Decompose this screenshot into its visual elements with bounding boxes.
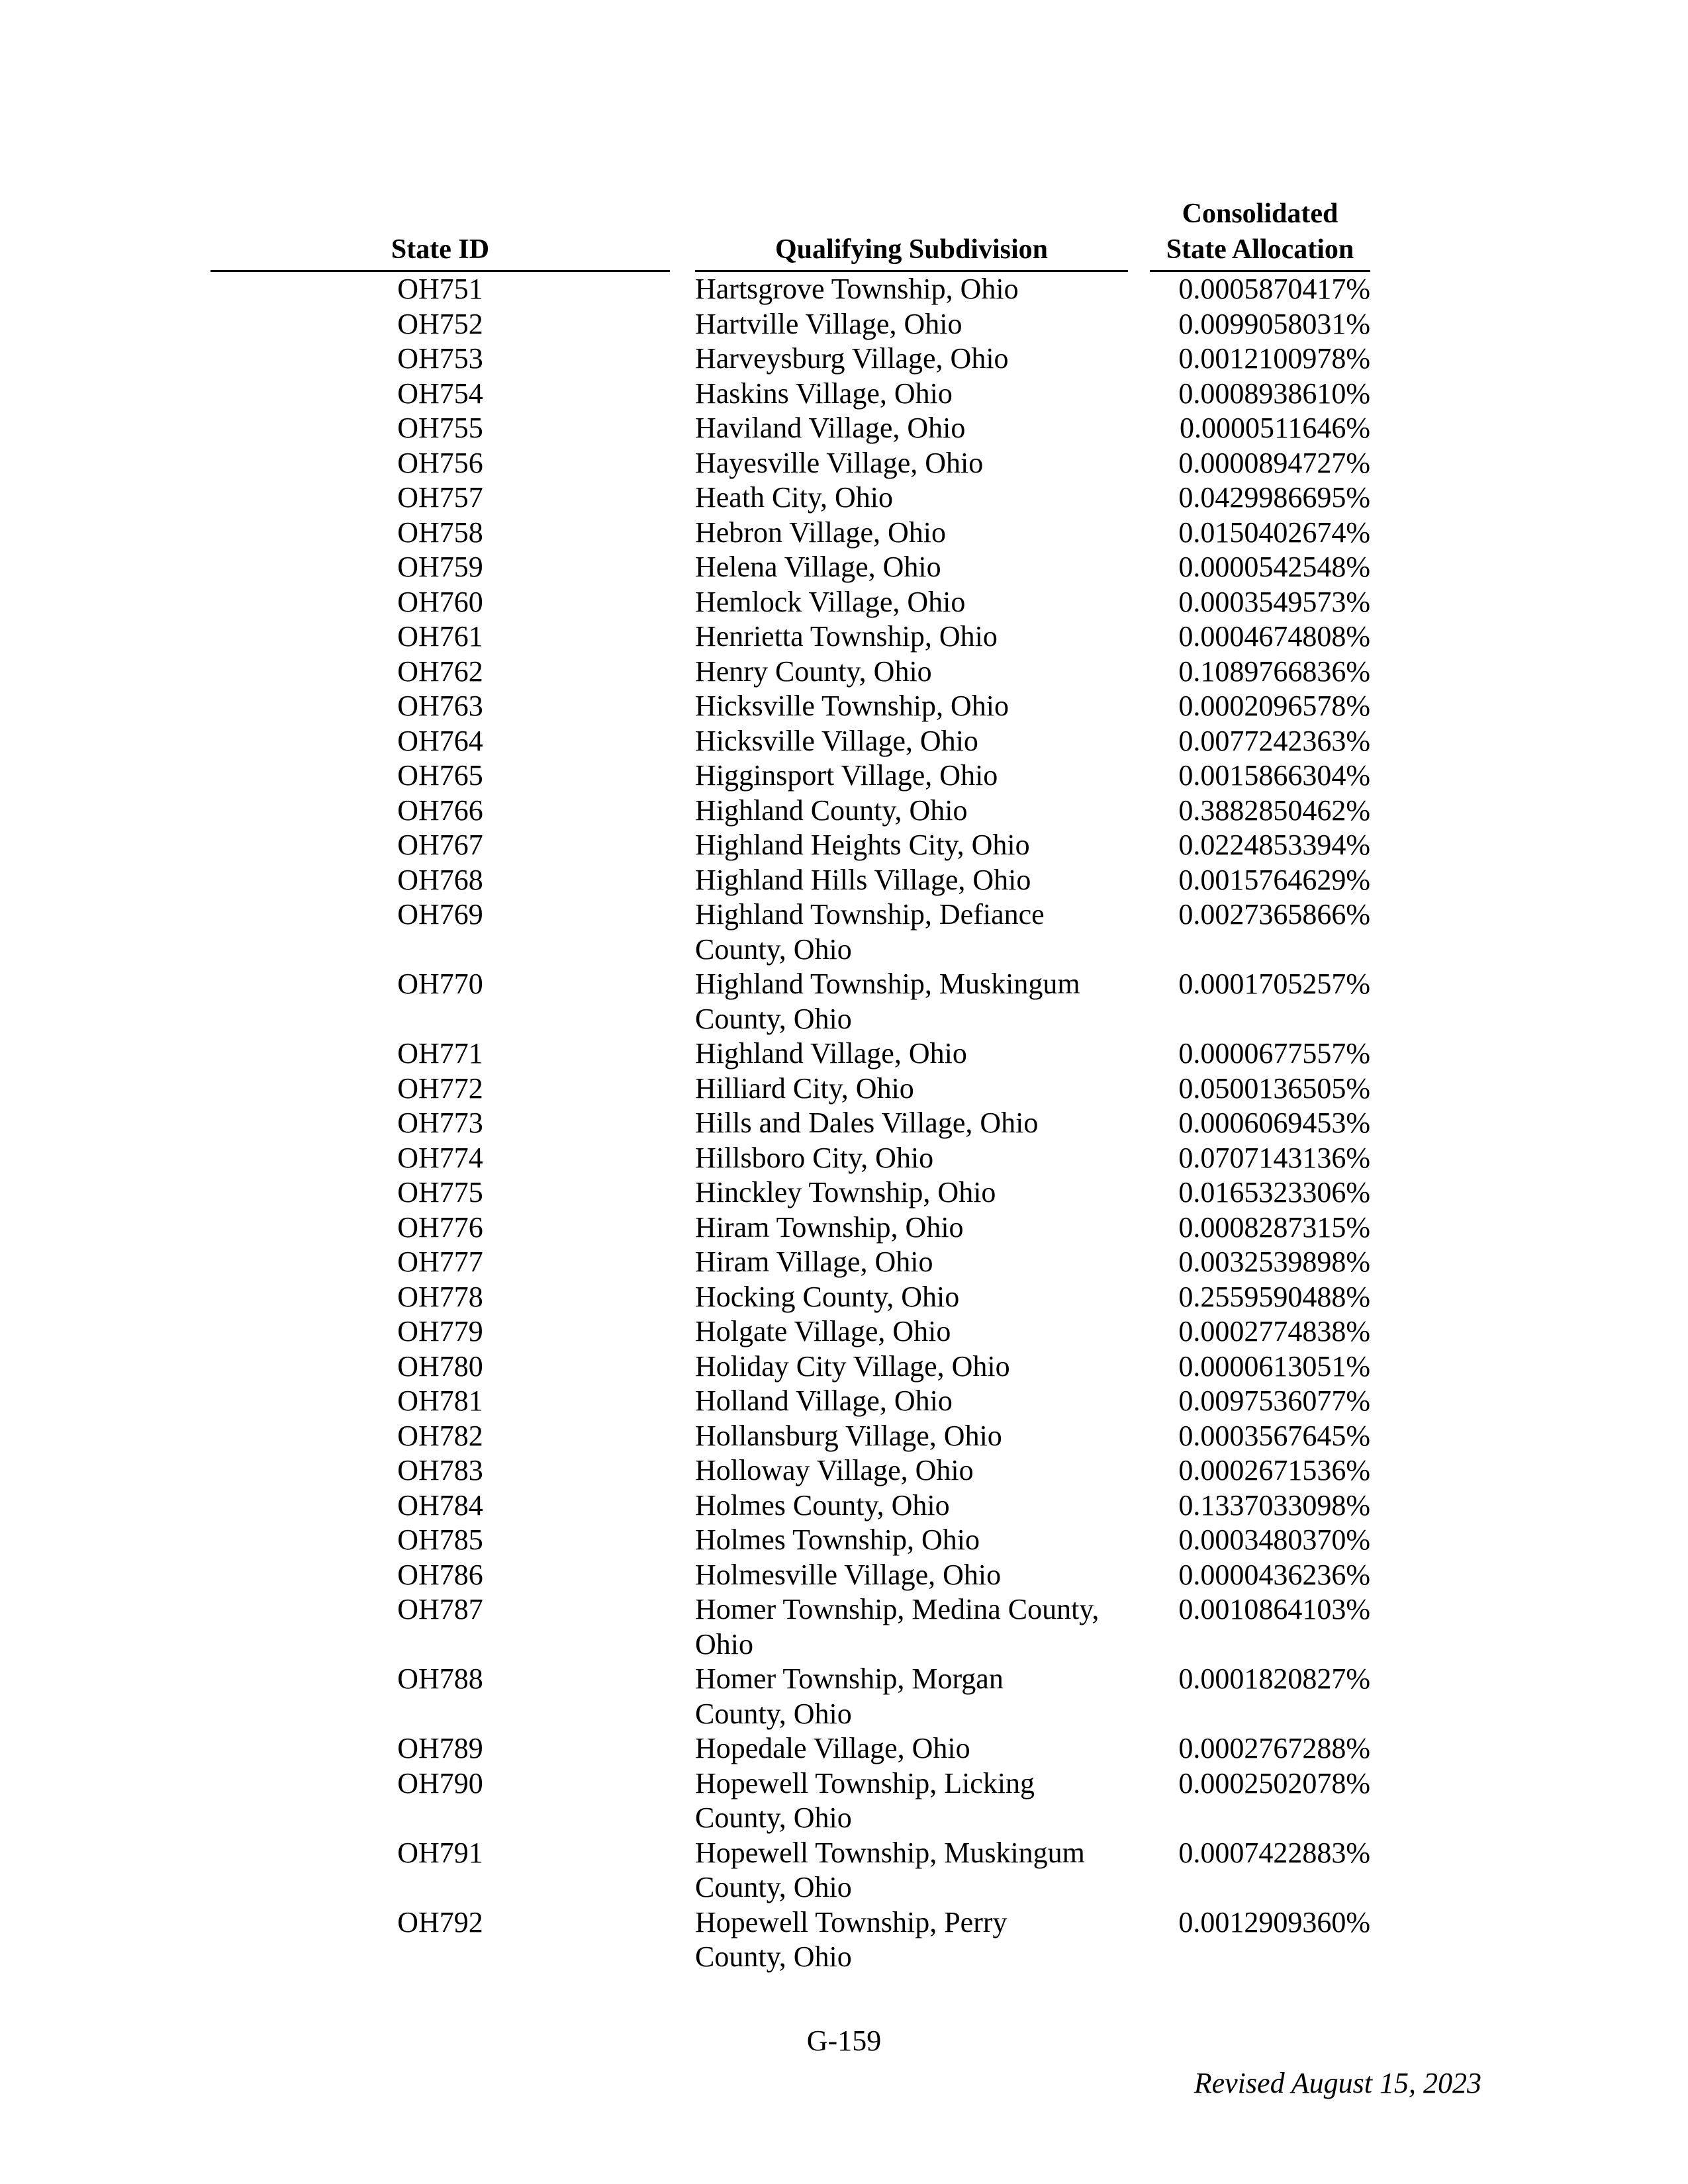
table-row <box>0 1905 1688 1975</box>
table-row <box>0 1731 1688 1766</box>
state-id-cell: OH778 <box>397 1280 483 1313</box>
allocation-cell: 0.0006069453% <box>1178 1107 1370 1139</box>
subdivision-cell: Hicksville Village, Ohio <box>695 724 978 757</box>
subdivision-cell: Henry County, Ohio <box>695 655 932 688</box>
subdivision-cell: Heath City, Ohio <box>695 481 893 514</box>
subdivision-cell: Holiday City Village, Ohio <box>695 1349 1010 1383</box>
subdivision-cell: Homer Township, Medina County, Ohio <box>695 1593 1100 1661</box>
subdivision-cell: Hartville Village, Ohio <box>695 307 962 340</box>
allocation-cell: 0.0097536077% <box>1178 1385 1370 1417</box>
subdivision-cell: Hayesville Village, Ohio <box>695 446 984 479</box>
state-id-cell: OH785 <box>397 1524 483 1556</box>
state-id-cell: OH782 <box>397 1419 483 1452</box>
state-id-cell: OH755 <box>397 412 483 444</box>
subdivision-cell: Holmes Township, Ohio <box>695 1524 980 1556</box>
table-row <box>0 411 1688 446</box>
state-id-cell: OH787 <box>397 1593 483 1625</box>
state-id-cell: OH765 <box>397 759 483 792</box>
subdivision-cell: Hemlock Village, Ohio <box>695 585 966 618</box>
subdivision-cell: Haskins Village, Ohio <box>695 377 953 410</box>
subdivision-cell: Harveysburg Village, Ohio <box>695 342 1009 375</box>
allocation-cell: 0.0224853394% <box>1178 829 1370 861</box>
state-id-cell: OH790 <box>397 1766 483 1799</box>
state-id-cell: OH754 <box>397 377 483 410</box>
table-row <box>0 480 1688 516</box>
table-row <box>0 724 1688 759</box>
allocation-cell: 0.0001705257% <box>1178 968 1370 1000</box>
header-state-id: State ID <box>211 232 670 272</box>
allocation-cell: 0.0008287315% <box>1178 1210 1370 1244</box>
subdivision-cell: Highland Hills Village, Ohio <box>695 863 1031 896</box>
state-id-cell: OH772 <box>397 1071 483 1105</box>
state-id-cell: OH758 <box>397 516 483 549</box>
table-body <box>0 272 1688 1975</box>
state-id-cell: OH771 <box>397 1037 483 1069</box>
allocation-cell: 0.0004674808% <box>1178 620 1370 653</box>
table-row <box>0 516 1688 551</box>
subdivision-cell: Highland Village, Ohio <box>695 1037 967 1069</box>
table-row <box>0 1766 1688 1836</box>
subdivision-cell: Homer Township, Morgan County, Ohio <box>695 1662 1004 1730</box>
allocation-cell: 0.0000613051% <box>1178 1349 1370 1383</box>
state-id-cell: OH770 <box>397 968 483 1000</box>
state-id-cell: OH774 <box>397 1141 483 1174</box>
subdivision-cell: Hopewell Township, Licking County, Ohio <box>695 1766 1035 1834</box>
table-row <box>0 1558 1688 1593</box>
header-qualifying-subdivision: Qualifying Subdivision <box>695 232 1128 272</box>
table-row <box>0 1314 1688 1349</box>
subdivision-cell: Hinckley Township, Ohio <box>695 1176 996 1208</box>
table-row <box>0 1419 1688 1454</box>
allocation-cell: 0.0000542548% <box>1178 551 1370 583</box>
page-number: G-159 <box>806 2025 882 2057</box>
state-id-cell: OH762 <box>397 655 483 688</box>
allocation-cell: 0.0010864103% <box>1178 1593 1370 1625</box>
state-id-cell: OH767 <box>397 829 483 861</box>
allocation-cell: 0.0165323306% <box>1178 1176 1370 1208</box>
allocation-cell: 0.0150402674% <box>1178 516 1370 549</box>
allocation-cell: 0.0015764629% <box>1178 863 1370 896</box>
allocation-cell: 0.0015866304% <box>1178 759 1370 792</box>
subdivision-cell: Hillsboro City, Ohio <box>695 1141 934 1174</box>
table-row <box>0 1592 1688 1662</box>
table-row <box>0 1210 1688 1246</box>
allocation-cell: 0.0002502078% <box>1178 1766 1370 1799</box>
subdivision-cell: Holgate Village, Ohio <box>695 1315 951 1347</box>
allocation-cell: 0.0000894727% <box>1178 446 1370 479</box>
table-row <box>0 1453 1688 1488</box>
table-row <box>0 828 1688 863</box>
table-row <box>0 897 1688 967</box>
state-id-cell: OH777 <box>397 1246 483 1278</box>
allocation-cell: 0.0002096578% <box>1178 690 1370 722</box>
allocation-cell: 0.0012100978% <box>1178 342 1370 375</box>
header-consolidated-state-allocation <box>1150 196 1370 272</box>
state-id-cell: OH757 <box>397 481 483 514</box>
table-row <box>0 1245 1688 1280</box>
header-allocation-line2: State Allocation <box>1166 234 1354 265</box>
allocation-cell: 0.1089766836% <box>1178 655 1370 688</box>
table-row <box>0 689 1688 724</box>
allocation-cell: 0.0003549573% <box>1178 585 1370 618</box>
allocation-cell: 0.0007422883% <box>1178 1836 1370 1869</box>
table-row <box>0 446 1688 481</box>
allocation-cell: 0.2559590488% <box>1178 1280 1370 1313</box>
table-row <box>0 1349 1688 1385</box>
state-id-cell: OH779 <box>397 1315 483 1347</box>
subdivision-cell: Hicksville Township, Ohio <box>695 690 1009 722</box>
subdivision-cell: Highland Heights City, Ohio <box>695 829 1030 861</box>
state-id-cell: OH773 <box>397 1107 483 1139</box>
subdivision-cell: Helena Village, Ohio <box>695 551 941 583</box>
state-id-cell: OH768 <box>397 863 483 896</box>
table-row <box>0 1836 1688 1905</box>
subdivision-cell: Hebron Village, Ohio <box>695 516 947 549</box>
table-row <box>0 307 1688 342</box>
table-row <box>0 794 1688 829</box>
state-id-cell: OH776 <box>397 1210 483 1244</box>
table-row <box>0 863 1688 898</box>
state-id-cell: OH786 <box>397 1558 483 1591</box>
state-id-cell: OH761 <box>397 620 483 653</box>
allocation-cell: 0.0003567645% <box>1178 1419 1370 1452</box>
state-id-cell: OH769 <box>397 898 483 931</box>
allocation-cell: 0.0002774838% <box>1178 1315 1370 1347</box>
state-id-cell: OH775 <box>397 1176 483 1208</box>
allocation-cell: 0.0707143136% <box>1178 1141 1370 1174</box>
subdivision-cell: Henrietta Township, Ohio <box>695 620 998 653</box>
state-id-cell: OH780 <box>397 1349 483 1383</box>
table-row <box>0 1488 1688 1524</box>
allocation-cell: 0.0005870417% <box>1178 273 1370 305</box>
subdivision-cell: Hilliard City, Ohio <box>695 1071 914 1105</box>
table-row <box>0 1280 1688 1315</box>
allocation-cell: 0.3882850462% <box>1178 794 1370 827</box>
state-id-cell: OH788 <box>397 1662 483 1695</box>
allocation-cell: 0.0001820827% <box>1178 1662 1370 1695</box>
table-row <box>0 272 1688 307</box>
table-row <box>0 967 1688 1036</box>
subdivision-cell: Hopedale Village, Ohio <box>695 1732 970 1764</box>
subdivision-cell: Hopewell Township, Muskingum County, Ohio <box>695 1836 1085 1903</box>
allocation-cell: 0.0012909360% <box>1178 1905 1370 1938</box>
subdivision-cell: Holmes County, Ohio <box>695 1488 950 1522</box>
subdivision-cell: Hollansburg Village, Ohio <box>695 1419 1002 1452</box>
subdivision-cell: Hopewell Township, Perry County, Ohio <box>695 1905 1008 1973</box>
table-row <box>0 1662 1688 1731</box>
subdivision-cell: Hiram Township, Ohio <box>695 1210 964 1244</box>
state-id-cell: OH783 <box>397 1454 483 1486</box>
table-row <box>0 758 1688 794</box>
allocation-cell: 0.0002767288% <box>1178 1732 1370 1764</box>
subdivision-cell: Haviland Village, Ohio <box>695 412 966 444</box>
state-id-cell: OH764 <box>397 724 483 757</box>
state-id-cell: OH760 <box>397 585 483 618</box>
allocation-cell: 0.0099058031% <box>1178 307 1370 340</box>
subdivision-cell: Holloway Village, Ohio <box>695 1454 974 1486</box>
table-row <box>0 1141 1688 1176</box>
allocation-cell: 0.0008938610% <box>1178 377 1370 410</box>
table-row <box>0 655 1688 690</box>
table-row <box>0 550 1688 585</box>
state-id-cell: OH752 <box>397 307 483 340</box>
state-id-cell: OH759 <box>397 551 483 583</box>
header-allocation-line1: Consolidated <box>1182 199 1338 229</box>
allocation-cell: 0.0077242363% <box>1178 724 1370 757</box>
subdivision-cell: Hiram Village, Ohio <box>695 1246 933 1278</box>
allocation-cell: 0.0000511646% <box>1179 412 1370 444</box>
state-id-cell: OH789 <box>397 1732 483 1764</box>
state-id-cell: OH766 <box>397 794 483 827</box>
allocation-cell: 0.0429986695% <box>1178 481 1370 514</box>
revision-date: Revised August 15, 2023 <box>1194 2067 1481 2099</box>
table-row <box>0 1036 1688 1071</box>
subdivision-cell: Hocking County, Ohio <box>695 1280 960 1313</box>
allocation-cell: 0.0002671536% <box>1178 1454 1370 1486</box>
table-row <box>0 1523 1688 1558</box>
allocation-cell: 0.0003480370% <box>1178 1524 1370 1556</box>
subdivision-cell: Highland Township, Defiance County, Ohio <box>695 898 1045 966</box>
state-id-cell: OH791 <box>397 1836 483 1869</box>
state-id-cell: OH792 <box>397 1905 483 1938</box>
table-row <box>0 1071 1688 1107</box>
table-row <box>0 1106 1688 1141</box>
subdivision-cell: Highland County, Ohio <box>695 794 968 827</box>
state-id-cell: OH781 <box>397 1385 483 1417</box>
state-id-cell: OH784 <box>397 1488 483 1522</box>
table-row <box>0 377 1688 412</box>
subdivision-cell: Highland Township, Muskingum County, Ohio <box>695 968 1080 1035</box>
table-row <box>0 1175 1688 1210</box>
allocation-cell: 0.0000436236% <box>1178 1558 1370 1591</box>
table-header <box>0 196 1688 272</box>
subdivision-cell: Higginsport Village, Ohio <box>695 759 998 792</box>
state-id-cell: OH751 <box>397 273 483 305</box>
table-row <box>0 1384 1688 1419</box>
allocation-cell: 0.0027365866% <box>1178 898 1370 931</box>
allocation-cell: 0.0000677557% <box>1178 1037 1370 1069</box>
subdivision-cell: Hartsgrove Township, Ohio <box>695 273 1019 305</box>
state-id-cell: OH763 <box>397 690 483 722</box>
allocation-cell: 0.0032539898% <box>1178 1246 1370 1278</box>
subdivision-cell: Holland Village, Ohio <box>695 1385 953 1417</box>
subdivision-cell: Holmesville Village, Ohio <box>695 1558 1002 1591</box>
table-row <box>0 585 1688 620</box>
state-id-cell: OH753 <box>397 342 483 375</box>
subdivision-cell: Hills and Dales Village, Ohio <box>695 1107 1039 1139</box>
allocation-cell: 0.0500136505% <box>1178 1071 1370 1105</box>
table-row <box>0 619 1688 655</box>
allocation-cell: 0.1337033098% <box>1178 1488 1370 1522</box>
table-row <box>0 341 1688 377</box>
state-id-cell: OH756 <box>397 446 483 479</box>
